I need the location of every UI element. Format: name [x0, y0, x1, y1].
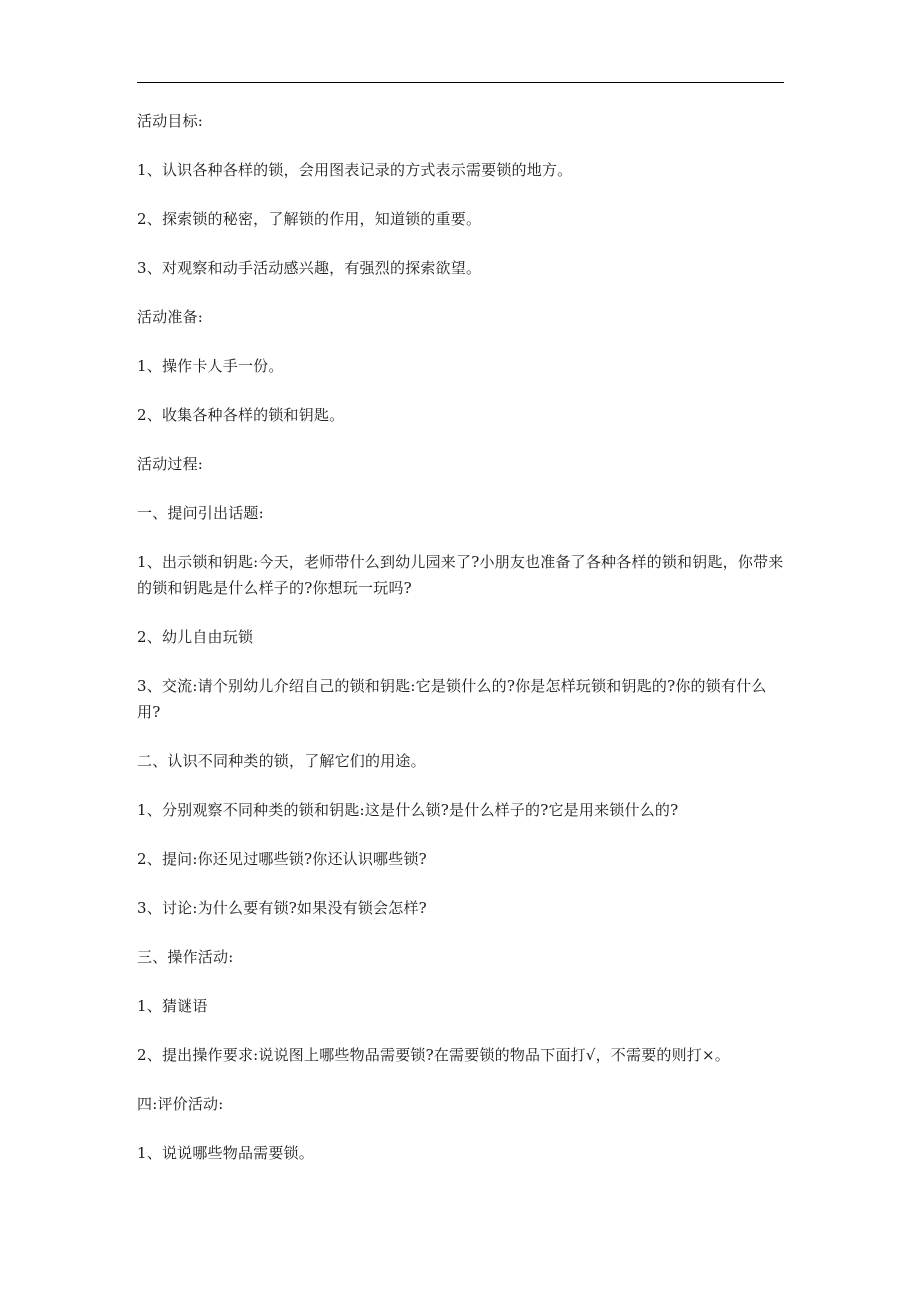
process-step-2-item-1: 1、分别观察不同种类的锁和钥匙:这是什么锁?是什么样子的?它是用来锁什么的? [137, 801, 679, 819]
section-heading-goals: 活动目标: [137, 112, 204, 130]
section-heading-process: 活动过程: [137, 455, 204, 473]
section-heading-preparation: 活动准备: [137, 308, 204, 326]
goal-item-1: 1、认识各种各样的锁，会用图表记录的方式表示需要锁的地方。 [137, 161, 573, 179]
process-step-2-item-3: 3、讨论:为什么要有锁?如果没有锁会怎样? [137, 899, 427, 917]
goal-item-3: 3、对观察和动手活动感兴趣，有强烈的探索欲望。 [137, 259, 482, 277]
process-step-1-item-2: 2、幼儿自由玩锁 [137, 628, 254, 646]
process-step-3-item-2: 2、提出操作要求:说说图上哪些物品需要锁?在需要锁的物品下面打√，不需要的则打×。 [137, 1046, 730, 1064]
process-step-1-item-3: 3、交流:请个别幼儿介绍自己的锁和钥匙:它是锁什么的?你是怎样玩锁和钥匙的?你的锁有什么用? [137, 677, 767, 721]
process-step-1-item-1: 1、出示锁和钥匙:今天，老师带什么到幼儿园来了?小朋友也准备了各种各样的锁和钥匙，你带来的锁和钥匙是什么样子的?你想玩一玩吗? [137, 553, 784, 597]
process-step-2-heading: 二、认识不同种类的锁，了解它们的用途。 [137, 752, 426, 770]
process-step-1-heading: 一、提问引出话题: [137, 504, 264, 522]
process-step-4-heading: 四:评价活动: [137, 1095, 224, 1113]
header-rule [137, 82, 784, 83]
process-step-4-item-1: 1、说说哪些物品需要锁。 [137, 1144, 314, 1162]
preparation-item-2: 2、收集各种各样的锁和钥匙。 [137, 406, 345, 424]
process-step-3-item-1: 1、猜谜语 [137, 997, 208, 1015]
preparation-item-1: 1、操作卡人手一份。 [137, 357, 284, 375]
process-step-3-heading: 三、操作活动: [137, 948, 234, 966]
document-body [137, 108, 787, 1189]
goal-item-2: 2、探索锁的秘密，了解锁的作用，知道锁的重要。 [137, 210, 482, 228]
process-step-2-item-2: 2、提问:你还见过哪些锁?你还认识哪些锁? [137, 850, 427, 868]
